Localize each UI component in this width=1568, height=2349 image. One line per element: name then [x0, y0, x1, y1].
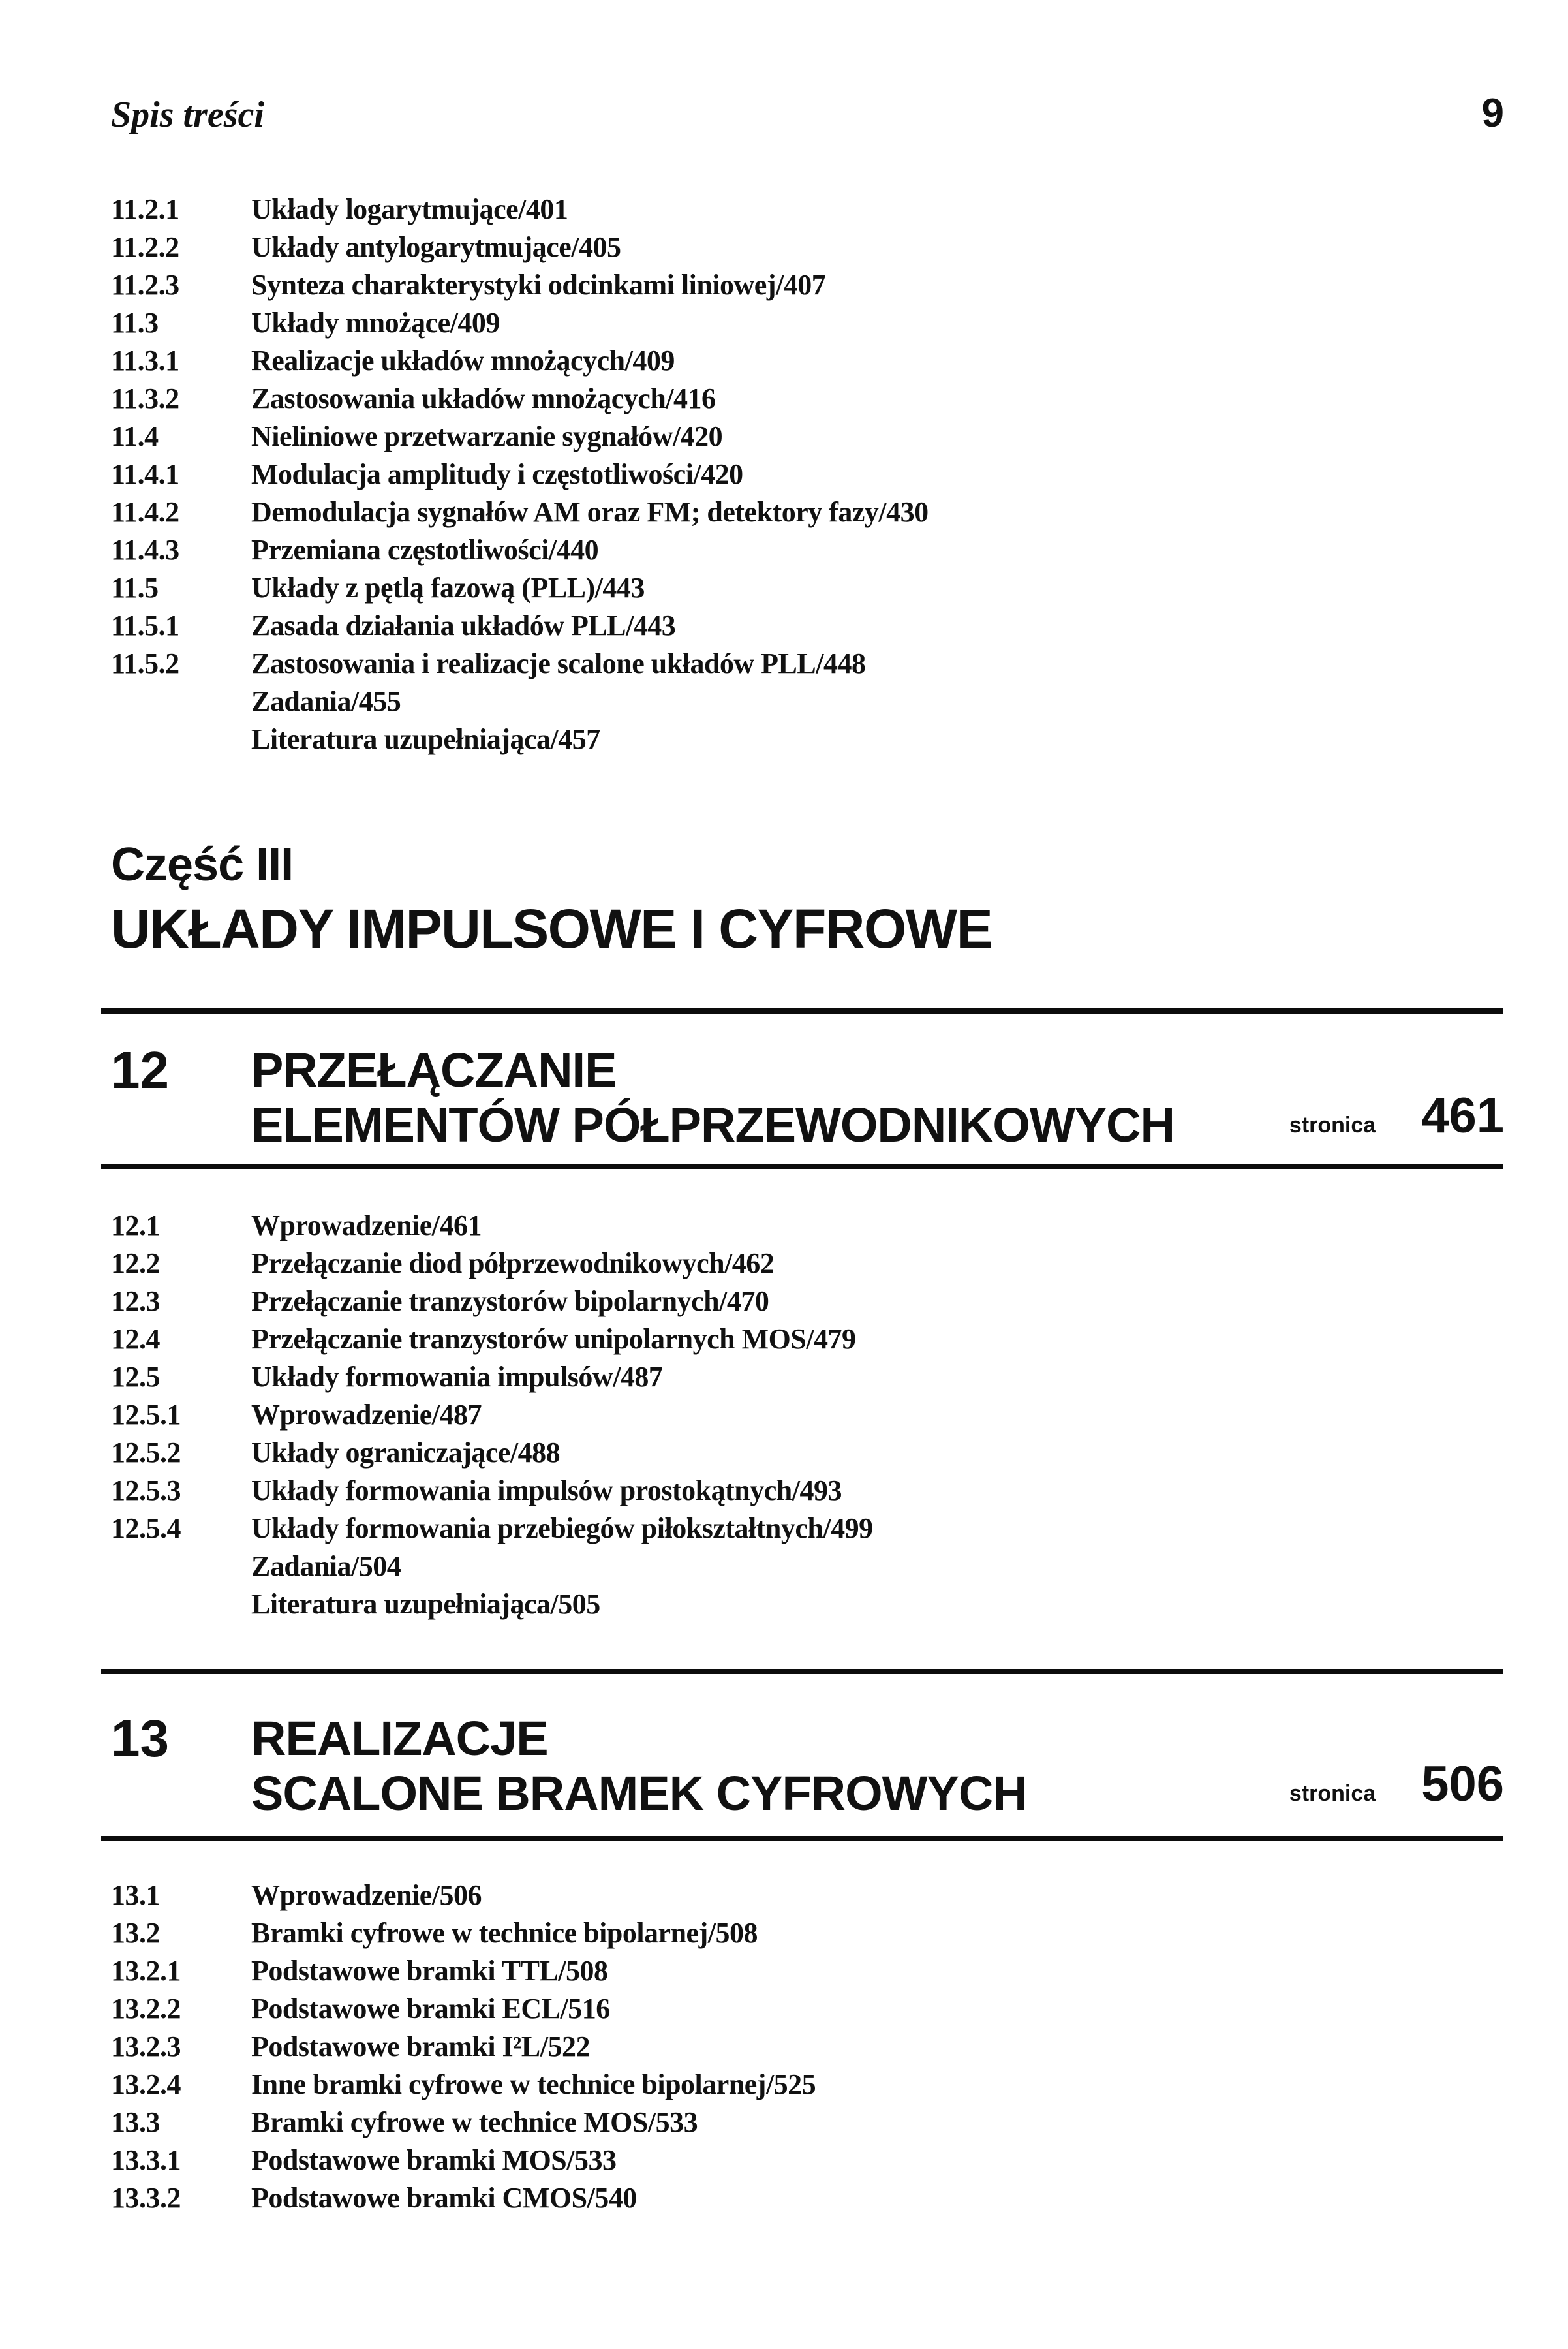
toc-entry-number: 13.2.3 — [111, 2030, 181, 2062]
toc-entry — [111, 1283, 873, 1320]
toc-entry-number: 11.3.2 — [111, 382, 179, 414]
toc-entry — [111, 493, 929, 531]
toc-entry-number: 12.3 — [111, 1285, 160, 1317]
running-title: Spis treści — [111, 95, 264, 135]
toc-entry-number: 13.2.1 — [111, 1955, 181, 1987]
chapter-title — [251, 1711, 1289, 1821]
toc-entry — [111, 1472, 873, 1510]
toc-entry-number: 11.4.3 — [111, 534, 179, 566]
toc-entry — [111, 1396, 873, 1434]
chapter-title-line1: REALIZACJE — [251, 1711, 548, 1766]
toc-entry-title: Przełączanie tranzystorów unipolarnych MOS/479 — [251, 1323, 856, 1355]
chapter-page-ref — [1289, 1089, 1504, 1153]
toc-entry — [111, 1245, 873, 1283]
toc-entry-title: Demodulacja sygnałów AM oraz FM; detektory fazy/430 — [251, 496, 929, 528]
stronica-label: stronica — [1289, 1781, 1376, 1806]
toc-entry — [111, 266, 929, 304]
chapter-title-line1: PRZEŁĄCZANIE — [251, 1043, 617, 1097]
toc-entry-number: 11.4.2 — [111, 496, 179, 528]
toc-entry — [111, 2028, 816, 2066]
stronica-label: stronica — [1289, 1113, 1376, 1138]
toc-entry — [111, 1510, 873, 1548]
toc-entry-number: 13.2.2 — [111, 1993, 181, 2025]
toc-entry-title: Zadania/455 — [251, 685, 401, 717]
chapter-13-header — [111, 1711, 1504, 1821]
toc-entry-title: Literatura uzupełniająca/457 — [251, 723, 600, 755]
toc-entry-title: Układy z pętlą fazową (PLL)/443 — [251, 572, 645, 604]
toc-entry-number: 13.3 — [111, 2106, 160, 2138]
toc-entry-title: Układy mnożące/409 — [251, 307, 500, 339]
toc-entry — [111, 2104, 816, 2141]
toc-entry — [111, 191, 929, 228]
toc-entry — [111, 1952, 816, 1990]
toc-entry-number: 13.3.2 — [111, 2182, 181, 2214]
toc-entry — [111, 380, 929, 418]
toc-entry-title: Wprowadzenie/506 — [251, 1879, 482, 1911]
toc-entry-number: 12.5.2 — [111, 1437, 181, 1469]
chapter-page-ref — [1289, 1757, 1504, 1821]
toc-entry-title: Układy formowania impulsów prostokątnych/493 — [251, 1474, 842, 1506]
chapter-title-line2: ELEMENTÓW PÓŁPRZEWODNIKOWYCH — [251, 1098, 1175, 1152]
toc-entry-title: Układy ograniczające/488 — [251, 1437, 561, 1469]
toc-entry — [111, 304, 929, 342]
toc-entry-title: Synteza charakterystyki odcinkami liniowej/407 — [251, 269, 826, 301]
toc-entry-number: 11.2.3 — [111, 269, 179, 301]
toc-entry — [111, 1320, 873, 1358]
chapter-title — [251, 1043, 1289, 1153]
part-title: UKŁADY IMPULSOWE I CYFROWE — [111, 898, 992, 959]
toc-entry-title: Literatura uzupełniająca/505 — [251, 1588, 600, 1620]
toc-entry-title: Zasada działania układów PLL/443 — [251, 610, 676, 642]
toc-entry — [111, 721, 929, 758]
toc-entry — [111, 1207, 873, 1245]
toc-entry — [111, 2066, 816, 2104]
toc-entry-number: 11.5.2 — [111, 647, 179, 679]
toc-entry-title: Podstawowe bramki TTL/508 — [251, 1955, 608, 1987]
divider — [101, 1008, 1503, 1014]
toc-entry-title: Układy logarytmujące/401 — [251, 193, 568, 225]
toc-entry-title: Podstawowe bramki CMOS/540 — [251, 2182, 637, 2214]
toc-entry-number: 13.2.4 — [111, 2068, 181, 2100]
toc-entry-number: 11.4.1 — [111, 458, 179, 490]
chapter-number: 13 — [111, 1709, 169, 1767]
chapter-number: 12 — [111, 1041, 169, 1099]
toc-entry-number: 12.5 — [111, 1361, 160, 1393]
toc-entry-number: 11.4 — [111, 420, 159, 452]
toc-entry-title: Podstawowe bramki ECL/516 — [251, 1993, 610, 2025]
toc-entry-number: 12.1 — [111, 1209, 160, 1241]
toc-entry-title: Zadania/504 — [251, 1550, 401, 1582]
toc-entry-title: Przełączanie diod półprzewodnikowych/462 — [251, 1247, 775, 1279]
divider — [101, 1669, 1503, 1674]
toc-section-chapter-12 — [111, 1207, 873, 1623]
toc-entry-number: 11.3 — [111, 307, 159, 339]
toc-entry-number: 11.2.1 — [111, 193, 179, 225]
toc-entry-title: Układy formowania impulsów/487 — [251, 1361, 663, 1393]
toc-entry-number: 13.2 — [111, 1917, 160, 1949]
toc-section-chapter-13 — [111, 1876, 816, 2217]
toc-entry-number: 12.5.3 — [111, 1474, 181, 1506]
toc-entry-title: Przemiana częstotliwości/440 — [251, 534, 599, 566]
toc-entry — [111, 683, 929, 721]
toc-entry — [111, 1585, 873, 1623]
page-header — [111, 90, 1504, 136]
toc-entry-number: 11.5 — [111, 572, 159, 604]
toc-entry-title: Układy antylogarytmujące/405 — [251, 231, 621, 263]
toc-entry-number: 11.5.1 — [111, 610, 179, 642]
toc-entry-title: Bramki cyfrowe w technice MOS/533 — [251, 2106, 698, 2138]
divider — [101, 1164, 1503, 1169]
toc-entry — [111, 228, 929, 266]
toc-entry-title: Podstawowe bramki I²L/522 — [251, 2030, 590, 2062]
toc-entry-number: 12.5.1 — [111, 1399, 181, 1431]
toc-entry-title: Inne bramki cyfrowe w technice bipolarnej/525 — [251, 2068, 816, 2100]
toc-entry-title: Modulacja amplitudy i częstotliwości/420 — [251, 458, 743, 490]
toc-entry — [111, 1548, 873, 1585]
toc-section-chapter-11 — [111, 191, 929, 758]
toc-entry — [111, 418, 929, 456]
toc-entry-title: Przełączanie tranzystorów bipolarnych/470 — [251, 1285, 769, 1317]
toc-entry — [111, 1914, 816, 1952]
toc-entry-title: Realizacje układów mnożących/409 — [251, 345, 675, 377]
chapter-12-header — [111, 1043, 1504, 1153]
toc-entry-number: 13.1 — [111, 1879, 160, 1911]
toc-entry-title: Wprowadzenie/487 — [251, 1399, 482, 1431]
toc-entry-title: Zastosowania układów mnożących/416 — [251, 382, 716, 414]
toc-entry — [111, 645, 929, 683]
chapter-title-line2: SCALONE BRAMEK CYFROWYCH — [251, 1766, 1027, 1820]
part-heading — [111, 839, 992, 959]
toc-entry-title: Nieliniowe przetwarzanie sygnałów/420 — [251, 420, 723, 452]
toc-entry — [111, 1990, 816, 2028]
toc-entry — [111, 531, 929, 569]
toc-entry — [111, 342, 929, 380]
toc-entry-number: 12.5.4 — [111, 1512, 181, 1544]
toc-entry — [111, 1434, 873, 1472]
chapter-page-number: 461 — [1421, 1088, 1504, 1143]
toc-entry-number: 12.4 — [111, 1323, 160, 1355]
chapter-page-number: 506 — [1421, 1756, 1504, 1812]
toc-entry-title: Podstawowe bramki MOS/533 — [251, 2144, 617, 2176]
toc-entry-number: 11.2.2 — [111, 231, 179, 263]
toc-entry — [111, 2141, 816, 2179]
toc-entry — [111, 607, 929, 645]
toc-entry-number: 11.3.1 — [111, 345, 179, 377]
divider — [101, 1836, 1503, 1841]
toc-entry — [111, 456, 929, 493]
toc-entry — [111, 569, 929, 607]
toc-entry-number: 13.3.1 — [111, 2144, 181, 2176]
toc-entry — [111, 1876, 816, 1914]
toc-entry-title: Zastosowania i realizacje scalone układów PLL/448 — [251, 647, 866, 679]
toc-entry-title: Bramki cyfrowe w technice bipolarnej/508 — [251, 1917, 758, 1949]
part-label: Część III — [111, 839, 294, 891]
toc-entry — [111, 2179, 816, 2217]
page-number: 9 — [1481, 91, 1504, 136]
toc-entry-number: 12.2 — [111, 1247, 160, 1279]
toc-entry — [111, 1358, 873, 1396]
toc-entry-title: Wprowadzenie/461 — [251, 1209, 482, 1241]
toc-entry-title: Układy formowania przebiegów piłokształtnych/499 — [251, 1512, 873, 1544]
